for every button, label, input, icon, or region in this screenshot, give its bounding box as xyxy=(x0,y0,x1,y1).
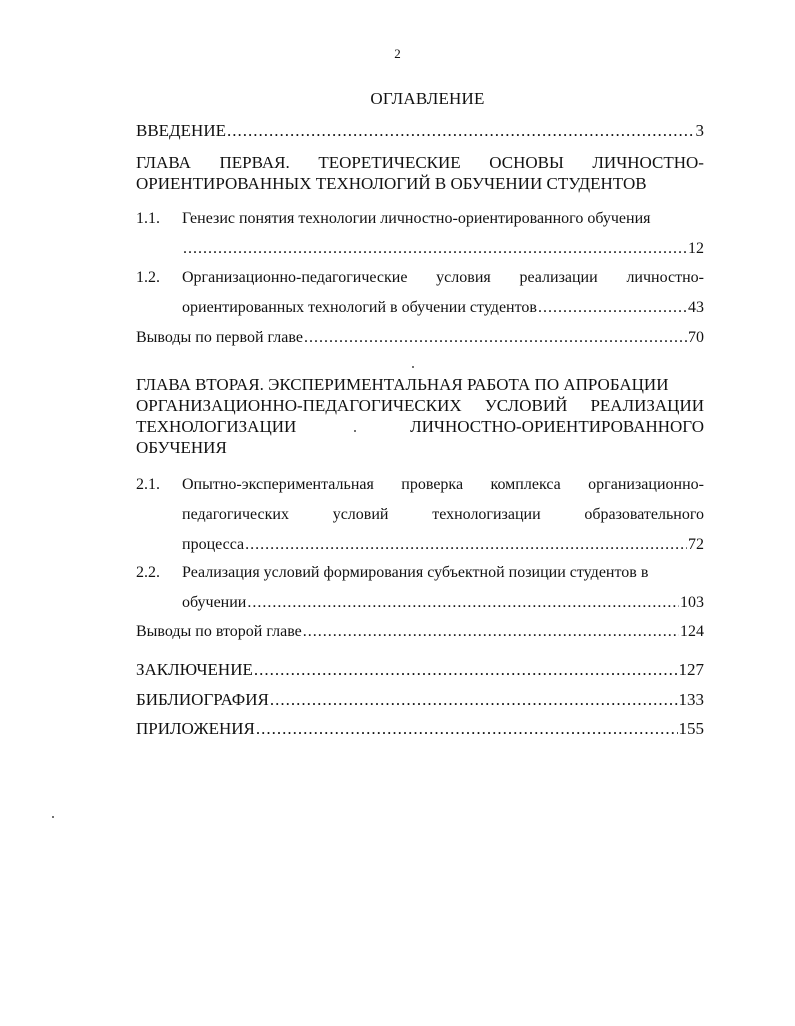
section-number: 1.1. xyxy=(136,210,160,227)
title-word: образовательного xyxy=(584,506,704,523)
section-title-line-1 xyxy=(182,268,704,288)
toc-entry-intro[interactable] xyxy=(136,121,704,141)
section-number: 2.1. xyxy=(136,476,160,493)
section-title-line-3 xyxy=(182,535,704,555)
title-word: организационно- xyxy=(588,476,704,493)
heading-word: ОСНОВЫ xyxy=(489,153,564,172)
toc-entry-page: 43 xyxy=(688,299,704,316)
chapter-1-heading-line-1 xyxy=(136,152,704,173)
toc-entry-label: ВВЕДЕНИЕ xyxy=(136,121,226,140)
title-word: проверка xyxy=(401,476,464,493)
toc-entry-page: 70 xyxy=(688,329,704,346)
toc-entry-1-2[interactable] xyxy=(136,268,704,328)
dot-leader xyxy=(247,593,679,613)
scan-speck xyxy=(354,430,356,432)
toc-entry-label: ПРИЛОЖЕНИЯ xyxy=(136,719,255,738)
title-word: Опытно-экспериментальная xyxy=(182,476,374,493)
scan-speck xyxy=(412,366,414,368)
section-title-continued: процесса xyxy=(182,536,245,553)
section-title-continued: обучении xyxy=(182,594,247,611)
chapter-2-heading[interactable] xyxy=(136,374,704,458)
section-number: 2.2. xyxy=(136,564,160,581)
dot-leader xyxy=(245,535,687,555)
toc-entry-2-2[interactable] xyxy=(136,563,704,623)
title-word: реализации xyxy=(519,269,598,286)
dot-leader xyxy=(227,121,695,141)
chapter-2-heading-line-2 xyxy=(136,395,704,416)
toc-entry-page: 133 xyxy=(678,690,704,709)
toc-entry-appendices[interactable] xyxy=(136,719,704,739)
section-title-line-2 xyxy=(182,298,704,318)
toc-entry-page: 103 xyxy=(680,594,704,611)
heading-word: ТЕХНОЛОГИЗАЦИИ xyxy=(136,417,297,436)
toc-entry-page: 72 xyxy=(688,536,704,553)
title-word: технологизации xyxy=(432,506,541,523)
chapter-2-heading-line-3 xyxy=(136,416,704,437)
toc-entry-bibliography[interactable] xyxy=(136,690,704,710)
section-title-line-1 xyxy=(182,475,704,495)
section-title: Генезис понятия технологии личностно-ориентированного обучения xyxy=(182,210,651,227)
dot-leader xyxy=(303,622,679,642)
heading-word: УСЛОВИЙ xyxy=(484,396,568,415)
heading-word: ГЛАВА xyxy=(136,153,191,172)
toc-entry-label: ЗАКЛЮЧЕНИЕ xyxy=(136,660,253,679)
chapter-1-heading[interactable] xyxy=(136,152,704,194)
section-leader-line xyxy=(182,239,704,259)
toc-entry-page: 3 xyxy=(695,121,704,140)
title-word: личностно- xyxy=(626,269,704,286)
dot-leader xyxy=(270,690,678,710)
dot-leader xyxy=(538,298,687,318)
heading-word: ПЕРВАЯ. xyxy=(219,153,290,172)
toc-entry-page: 155 xyxy=(678,719,704,738)
toc-entry-page: 124 xyxy=(680,623,704,640)
title-word: условий xyxy=(332,506,389,523)
section-title-line-2 xyxy=(182,593,704,613)
toc-entry-chapter-1-conclusions[interactable] xyxy=(136,328,704,348)
page-number: 2 xyxy=(394,46,401,61)
toc-entry-page: 127 xyxy=(678,660,704,679)
heading-word: ЛИЧНОСТНО- xyxy=(592,153,704,172)
title-word: комплекса xyxy=(490,476,561,493)
title-word: Организационно-педагогические xyxy=(182,269,408,286)
dot-leader xyxy=(254,660,678,680)
toc-entry-page: 12 xyxy=(688,240,704,257)
chapter-1-heading-line-2: ОРИЕНТИРОВАННЫХ ТЕХНОЛОГИЙ В ОБУЧЕНИИ СТУДЕНТОВ xyxy=(136,174,647,193)
dot-leader xyxy=(183,239,687,259)
heading-word: ОРГАНИЗАЦИОННО-ПЕДАГОГИЧЕСКИХ xyxy=(136,396,462,415)
heading-word: РЕАЛИЗАЦИИ xyxy=(590,396,704,415)
toc-entry-2-1[interactable] xyxy=(136,475,704,565)
section-number: 1.2. xyxy=(136,269,160,286)
toc-entry-1-1[interactable] xyxy=(136,209,704,269)
chapter-2-heading-line-1: ГЛАВА ВТОРАЯ. ЭКСПЕРИМЕНТАЛЬНАЯ РАБОТА ПО АПРОБАЦИИ xyxy=(136,375,669,394)
toc-title: ОГЛАВЛЕНИЕ xyxy=(370,89,485,108)
toc-entry-label: Выводы по первой главе xyxy=(136,329,303,346)
title-word: педагогических xyxy=(182,506,289,523)
section-title-continued: ориентированных технологий в обучении студентов xyxy=(182,299,537,316)
toc-entry-chapter-2-conclusions[interactable] xyxy=(136,622,704,642)
toc-entry-conclusion[interactable] xyxy=(136,660,704,680)
section-title-line-2 xyxy=(182,505,704,525)
scan-speck xyxy=(52,816,54,818)
dot-leader xyxy=(256,719,678,739)
title-word: условия xyxy=(436,269,491,286)
section-title: Реализация условий формирования субъектной позиции студентов в xyxy=(182,564,649,581)
dot-leader xyxy=(304,328,687,348)
heading-word: ТЕОРЕТИЧЕСКИЕ xyxy=(318,153,461,172)
heading-word: ЛИЧНОСТНО-ОРИЕНТИРОВАННОГО xyxy=(410,417,704,436)
chapter-2-heading-line-4: ОБУЧЕНИЯ xyxy=(136,438,227,457)
toc-entry-label: Выводы по второй главе xyxy=(136,623,302,640)
toc-entry-label: БИБЛИОГРАФИЯ xyxy=(136,690,269,709)
